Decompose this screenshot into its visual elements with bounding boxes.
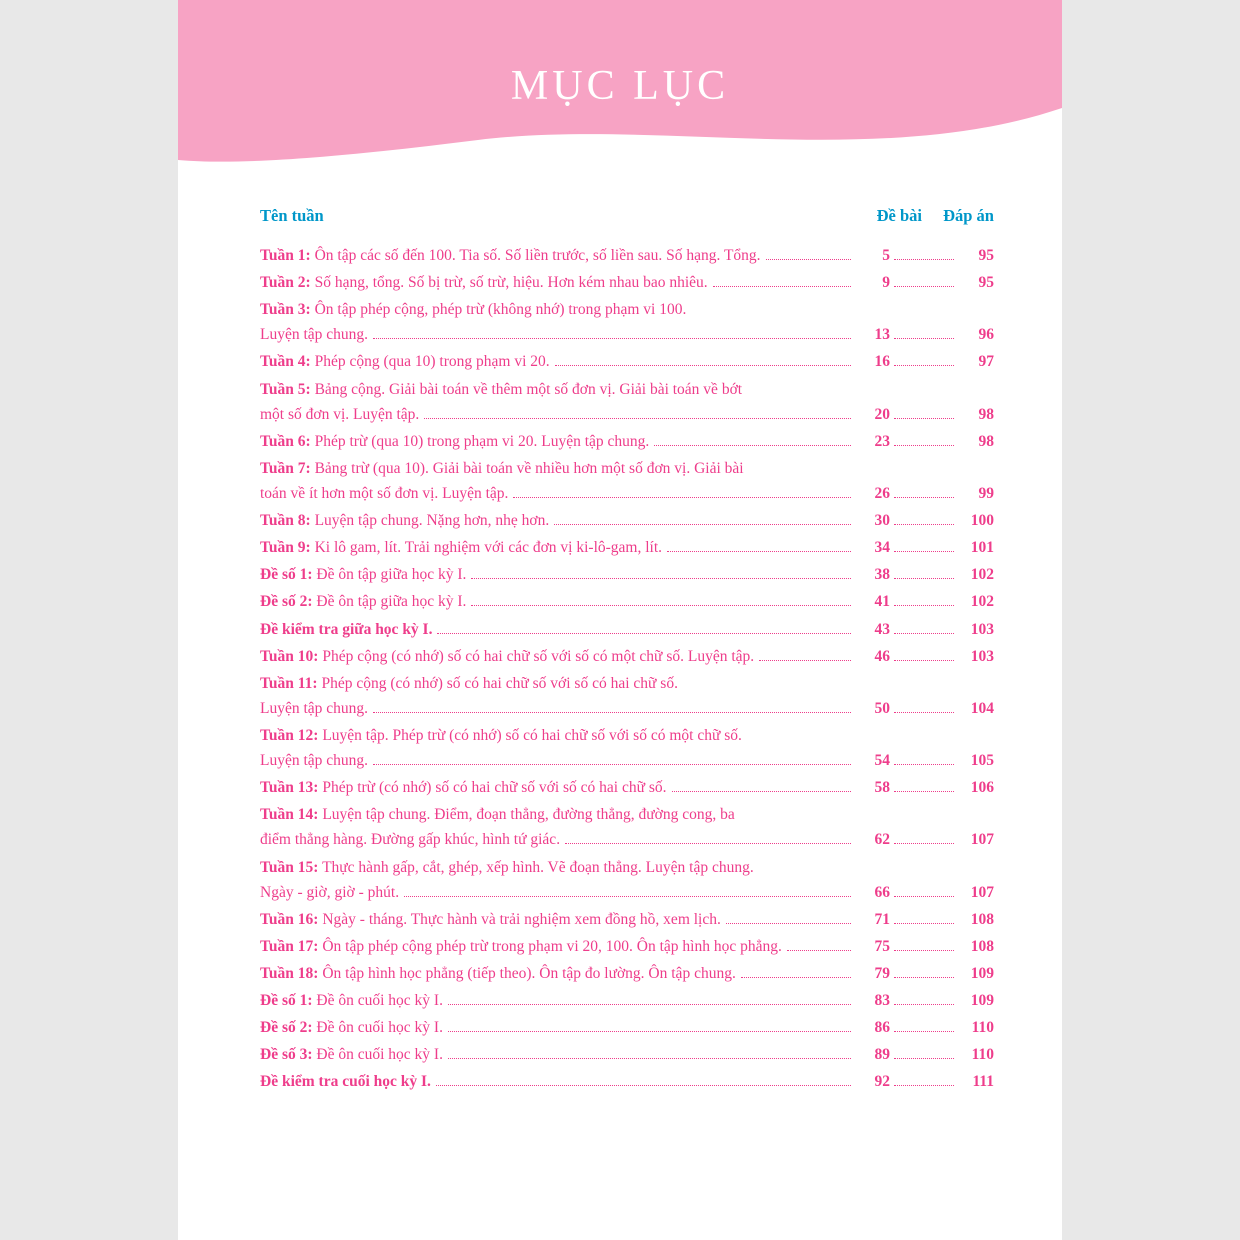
toc-entry-text: [260, 535, 662, 560]
toc-entry-title: Bảng cộng. Giải bài toán về thêm một số đơn vị. Giải bài toán về bớt: [314, 380, 743, 398]
leader-dots-secondary: [894, 523, 954, 525]
page-exercise[interactable]: 43: [874, 620, 890, 638]
toc-entry-text: [260, 617, 432, 642]
leader-dots: [373, 337, 851, 339]
leader-dots: [437, 632, 851, 634]
toc-entry-text: [260, 562, 466, 587]
leader-dots-secondary: [894, 285, 954, 287]
page-exercise[interactable]: 34: [874, 539, 890, 557]
toc-entry-title: Đề ôn tập giữa học kỳ I.: [316, 593, 467, 611]
toc-entry-text: [260, 1015, 443, 1040]
leader-dots: [741, 976, 851, 978]
toc-entry-line: [260, 429, 994, 454]
toc-entry-title-cont: Ngày - giờ, giờ - phút.: [260, 883, 400, 901]
leader-dots: [513, 496, 851, 498]
leader-dots-secondary: [894, 763, 954, 765]
toc-entry-label: Tuần 15:: [260, 858, 319, 876]
leader-dots: [471, 604, 851, 606]
page-answer[interactable]: 98: [978, 432, 994, 450]
toc-column-headers: [260, 206, 994, 226]
toc-entry[interactable]: [260, 377, 994, 427]
toc-entry-text: [260, 349, 550, 374]
toc-entry-text: [260, 644, 754, 669]
toc-entry-title: Luyện tập chung. Nặng hơn, nhẹ hơn.: [314, 512, 550, 530]
toc-entry-label: Tuần 7:: [260, 459, 311, 477]
leader-dots: [448, 1057, 851, 1059]
toc-entry-title-cont: toán về ít hơn một số đơn vị. Luyện tập.: [260, 484, 509, 502]
toc-entry-title: Đề ôn cuối học kỳ I.: [316, 1019, 443, 1037]
toc-entry-line-1: [260, 802, 994, 827]
toc-entry-line: [260, 589, 994, 614]
toc-entry-line-1: [260, 297, 994, 322]
toc-entry-label: Đề số 1:: [260, 992, 313, 1010]
toc-entry-title: Đề ôn cuối học kỳ I.: [316, 992, 443, 1010]
leader-dots: [672, 790, 851, 792]
page-exercise[interactable]: 41: [874, 593, 890, 611]
page-exercise[interactable]: 13: [874, 326, 890, 344]
toc-entry-label: Tuần 3:: [260, 301, 311, 319]
page-answer[interactable]: 110: [971, 1046, 994, 1064]
toc-entry[interactable]: [260, 508, 994, 533]
toc-entry-text: [260, 508, 549, 533]
column-header-name: Tên tuần: [260, 206, 324, 225]
leader-dots: [373, 711, 851, 713]
toc-entry[interactable]: [260, 270, 994, 295]
toc-entry-label: Tuần 1:: [260, 247, 311, 264]
leader-dots: [555, 364, 851, 366]
page-exercise[interactable]: 26: [874, 484, 890, 502]
page-answer[interactable]: 111: [972, 1073, 994, 1091]
toc-entry-title: Phép cộng (có nhớ) số có hai chữ số với số có một chữ số. Luyện tập.: [322, 647, 755, 665]
toc-entry-title: Phép cộng (qua 10) trong phạm vi 20.: [314, 353, 550, 371]
column-header-answer: Đáp án: [943, 206, 994, 225]
toc-entry[interactable]: [260, 855, 994, 905]
toc-entry-line: [260, 934, 994, 959]
page-answer[interactable]: 102: [970, 593, 994, 611]
toc-entry[interactable]: [260, 1042, 994, 1067]
page-exercise[interactable]: 89: [874, 1046, 890, 1064]
leader-dots-secondary: [894, 976, 954, 978]
page-exercise[interactable]: 86: [874, 1019, 890, 1037]
page-answer[interactable]: 107: [970, 883, 994, 901]
toc-entry-line: [260, 775, 994, 800]
toc-entry-title: Ôn tập phép cộng, phép trừ (không nhớ) trong phạm vi 100.: [314, 301, 687, 319]
toc-entry[interactable]: [260, 429, 994, 454]
toc-entry-line: [260, 270, 994, 295]
toc-entry-line: [260, 243, 994, 268]
toc-entry-line-1: [260, 723, 994, 748]
toc-entry-title: Ôn tập các số đến 100. Tia số. Số liền trước, số liền sau. Số hạng. Tổng.: [314, 247, 761, 264]
toc-entry-line-1: [260, 377, 994, 402]
page-title: MỤC LỤC: [510, 63, 730, 109]
page-exercise[interactable]: 58: [874, 779, 890, 797]
toc-entry-label: Tuần 2:: [260, 274, 311, 292]
toc-entry-line: [260, 349, 994, 374]
page-exercise[interactable]: 16: [874, 353, 890, 371]
leader-dots: [766, 258, 851, 260]
toc-entry-title: Ngày - tháng. Thực hành và trải nghiệm xem đồng hồ, xem lịch.: [322, 910, 721, 928]
toc-entry-label: Tuần 16:: [260, 910, 319, 928]
toc-entry-line: [260, 961, 994, 986]
toc-entry-line: [260, 644, 994, 669]
toc-entry[interactable]: [260, 456, 994, 506]
page-answer[interactable]: 105: [970, 752, 994, 770]
leader-dots: [448, 1030, 851, 1032]
page-answer[interactable]: 109: [970, 992, 994, 1010]
toc-entry[interactable]: [260, 349, 994, 374]
leader-dots: [554, 523, 851, 525]
page-answer[interactable]: 108: [970, 910, 994, 928]
page-answer[interactable]: 104: [970, 699, 994, 717]
toc-entry-title: Số hạng, tổng. Số bị trừ, số trừ, hiệu. Hơn kém nhau bao nhiêu.: [314, 274, 708, 292]
toc-entry[interactable]: [260, 802, 994, 852]
document-page: [178, 0, 1062, 1240]
leader-dots-secondary: [894, 711, 954, 713]
toc-entry-line: [260, 988, 994, 1013]
toc-entry-label: Đề số 3:: [260, 1046, 313, 1064]
page-answer[interactable]: 109: [970, 964, 994, 982]
leader-dots-secondary: [894, 790, 954, 792]
page-exercise[interactable]: 23: [874, 432, 890, 450]
page-exercise[interactable]: 38: [874, 566, 890, 584]
page-answer[interactable]: 95: [978, 247, 994, 264]
toc-entry-title: Ôn tập hình học phẳng (tiếp theo). Ôn tập đo lường. Ôn tập chung.: [322, 964, 736, 982]
leader-dots: [565, 842, 851, 844]
toc-entry-line-2: [260, 322, 994, 347]
toc-entry-title: Bảng trừ (qua 10). Giải bài toán về nhiều hơn một số đơn vị. Giải bài: [314, 459, 744, 477]
leader-dots: [726, 922, 851, 924]
leader-dots-secondary: [894, 632, 954, 634]
toc-entry[interactable]: [260, 644, 994, 669]
toc-entry-text: [260, 429, 649, 454]
leader-dots-secondary: [894, 577, 954, 579]
page-exercise[interactable]: 75: [874, 937, 890, 955]
leader-dots: [404, 895, 851, 897]
toc-entry-label: Tuần 6:: [260, 432, 311, 450]
page-exercise[interactable]: 83: [874, 992, 890, 1010]
toc-entry-line-2: [260, 880, 994, 905]
header-band: [178, 0, 1062, 175]
toc-entry-title: Đề ôn tập giữa học kỳ I.: [316, 566, 467, 584]
toc-entry-title-cont: Luyện tập chung.: [260, 752, 369, 770]
toc-entry-line: [260, 1015, 994, 1040]
toc-entry-line: [260, 508, 994, 533]
leader-dots: [713, 285, 851, 287]
page-answer[interactable]: 106: [970, 779, 994, 797]
toc-entry-label: Đề số 1:: [260, 566, 313, 584]
page-answer[interactable]: 103: [970, 620, 994, 638]
toc-entry-title: Thực hành gấp, cắt, ghép, xếp hình. Vẽ đoạn thẳng. Luyện tập chung.: [322, 858, 754, 876]
toc-entry[interactable]: [260, 535, 994, 560]
leader-dots: [759, 659, 851, 661]
toc-entry-title-cont: Luyện tập chung.: [260, 326, 369, 344]
leader-dots-secondary: [894, 444, 954, 446]
leader-dots-secondary: [894, 604, 954, 606]
page-exercise[interactable]: 71: [874, 910, 890, 928]
page-exercise[interactable]: 79: [874, 964, 890, 982]
toc-entry-label: Tuần 9:: [260, 539, 311, 557]
toc-entry-label: Tuần 17:: [260, 937, 319, 955]
page-exercise[interactable]: 62: [874, 831, 890, 849]
toc-entry-label: Tuần 14:: [260, 806, 319, 824]
toc-entry-line-1: [260, 855, 994, 880]
toc-entry-line: [260, 562, 994, 587]
toc-entry-title-cont: Luyện tập chung.: [260, 699, 369, 717]
table-of-contents: [260, 206, 994, 1097]
toc-entry-label: Tuần 4:: [260, 353, 311, 371]
toc-entry-line: [260, 1042, 994, 1067]
page-answer[interactable]: 99: [978, 484, 994, 502]
toc-entry-line: [260, 907, 994, 932]
toc-entry-text: [260, 1042, 443, 1067]
toc-entry[interactable]: [260, 589, 994, 614]
toc-entry[interactable]: [260, 1069, 994, 1094]
toc-entry-text: [260, 270, 708, 295]
toc-entry-text: [260, 775, 667, 800]
page-answer[interactable]: 96: [978, 326, 994, 344]
leader-dots: [654, 444, 851, 446]
page-answer[interactable]: 107: [970, 831, 994, 849]
column-header-exercise: Đề bài: [876, 206, 922, 225]
toc-entry-title-cont: một số đơn vị. Luyện tập.: [260, 405, 420, 423]
leader-dots: [448, 1003, 851, 1005]
toc-entry[interactable]: [260, 775, 994, 800]
toc-entry[interactable]: [260, 671, 994, 721]
toc-entry-text: [260, 907, 721, 932]
leader-dots-secondary: [894, 659, 954, 661]
leader-dots: [373, 763, 851, 765]
leader-dots: [667, 550, 851, 552]
leader-dots-secondary: [894, 922, 954, 924]
toc-entry-label: Đề kiểm tra giữa học kỳ I.: [260, 620, 433, 638]
page-exercise[interactable]: 50: [874, 699, 890, 717]
toc-entry-label: Tuần 10:: [260, 647, 319, 665]
leader-dots-secondary: [894, 1003, 954, 1005]
toc-entry[interactable]: [260, 961, 994, 986]
page-exercise[interactable]: 54: [874, 752, 890, 770]
leader-dots-secondary: [894, 1084, 954, 1086]
page-answer[interactable]: 97: [978, 353, 994, 371]
leader-dots-secondary: [894, 364, 954, 366]
toc-entry-title-cont: điểm thẳng hàng. Đường gấp khúc, hình tứ giác.: [260, 831, 561, 849]
leader-dots-secondary: [894, 842, 954, 844]
leader-dots-secondary: [894, 1057, 954, 1059]
page-exercise[interactable]: 5: [882, 247, 890, 264]
leader-dots-secondary: [894, 337, 954, 339]
toc-entry[interactable]: [260, 243, 994, 268]
toc-entry-title: Ki lô gam, lít. Trải nghiệm với các đơn vị ki-lô-gam, lít.: [314, 539, 663, 557]
toc-entry-line: [260, 535, 994, 560]
page-exercise[interactable]: 30: [874, 512, 890, 530]
toc-entry-label: Tuần 13:: [260, 779, 319, 797]
page-answer[interactable]: 95: [978, 274, 994, 292]
toc-entry-title: Đề ôn cuối học kỳ I.: [316, 1046, 443, 1064]
toc-entry-text: [260, 243, 761, 268]
leader-dots: [787, 949, 851, 951]
page-answer[interactable]: 103: [970, 647, 994, 665]
toc-entry-line-2: [260, 481, 994, 506]
page-answer[interactable]: 98: [978, 405, 994, 423]
toc-entry-line-2: [260, 827, 994, 852]
toc-entry-label: Tuần 5:: [260, 380, 311, 398]
leader-dots: [424, 417, 851, 419]
toc-entry[interactable]: [260, 562, 994, 587]
toc-entry-title: Phép trừ (qua 10) trong phạm vi 20. Luyện tập chung.: [314, 432, 650, 450]
toc-entry-title: Phép cộng (có nhớ) số có hai chữ số với số có hai chữ số.: [321, 674, 678, 692]
leader-dots-secondary: [894, 417, 954, 419]
toc-entry[interactable]: [260, 934, 994, 959]
toc-entry-text: [260, 589, 466, 614]
toc-entry[interactable]: [260, 723, 994, 773]
page-answer[interactable]: 108: [970, 937, 994, 955]
toc-entry-text: [260, 988, 443, 1013]
leader-dots-secondary: [894, 1030, 954, 1032]
toc-entry-title: Ôn tập phép cộng phép trừ trong phạm vi 20, 100. Ôn tập hình học phẳng.: [322, 937, 782, 955]
toc-entry-line-2: [260, 748, 994, 773]
page-exercise[interactable]: 20: [874, 405, 890, 423]
toc-entry-line-1: [260, 671, 994, 696]
toc-entry-line-2: [260, 696, 994, 721]
leader-dots: [471, 577, 851, 579]
toc-entry[interactable]: [260, 907, 994, 932]
page-exercise[interactable]: 92: [874, 1073, 890, 1091]
leader-dots-secondary: [894, 949, 954, 951]
page-answer[interactable]: 110: [971, 1019, 994, 1037]
toc-entry-line: [260, 617, 994, 642]
toc-entry-line-1: [260, 456, 994, 481]
toc-entry-title: Luyện tập chung. Điểm, đoạn thẳng, đường thẳng, đường cong, ba: [322, 806, 735, 824]
leader-dots-secondary: [894, 550, 954, 552]
toc-entry[interactable]: [260, 297, 994, 347]
leader-dots-secondary: [894, 258, 954, 260]
leader-dots-secondary: [894, 895, 954, 897]
toc-rows: [260, 243, 994, 1095]
toc-entry-text: [260, 961, 736, 986]
toc-entry-label: Tuần 12:: [260, 726, 319, 744]
toc-entry-text: [260, 934, 782, 959]
toc-entry[interactable]: [260, 1015, 994, 1040]
toc-entry-line: [260, 1069, 994, 1094]
toc-entry-label: Tuần 11:: [260, 674, 318, 692]
toc-entry-title: Luyện tập. Phép trừ (có nhớ) số có hai chữ số với số có một chữ số.: [322, 726, 742, 744]
page-exercise[interactable]: 9: [882, 274, 890, 292]
toc-entry-title: Phép trừ (có nhớ) số có hai chữ số với số có hai chữ số.: [322, 779, 667, 797]
toc-entry-line-2: [260, 402, 994, 427]
page-answer[interactable]: 101: [970, 539, 994, 557]
toc-entry-text: [260, 1069, 431, 1094]
leader-dots-secondary: [894, 496, 954, 498]
toc-entry-label: Tuần 8:: [260, 512, 311, 530]
toc-entry-label: Đề số 2:: [260, 1019, 313, 1037]
toc-entry-label: Đề kiểm tra cuối học kỳ I.: [260, 1073, 431, 1091]
toc-entry-label: Tuần 18:: [260, 964, 319, 982]
page-exercise[interactable]: 46: [874, 647, 890, 665]
toc-entry[interactable]: [260, 988, 994, 1013]
toc-entry[interactable]: [260, 617, 994, 642]
leader-dots: [436, 1084, 851, 1086]
page-answer[interactable]: 102: [970, 566, 994, 584]
page-exercise[interactable]: 66: [874, 883, 890, 901]
page-answer[interactable]: 100: [970, 512, 994, 530]
toc-entry-label: Đề số 2:: [260, 593, 313, 611]
